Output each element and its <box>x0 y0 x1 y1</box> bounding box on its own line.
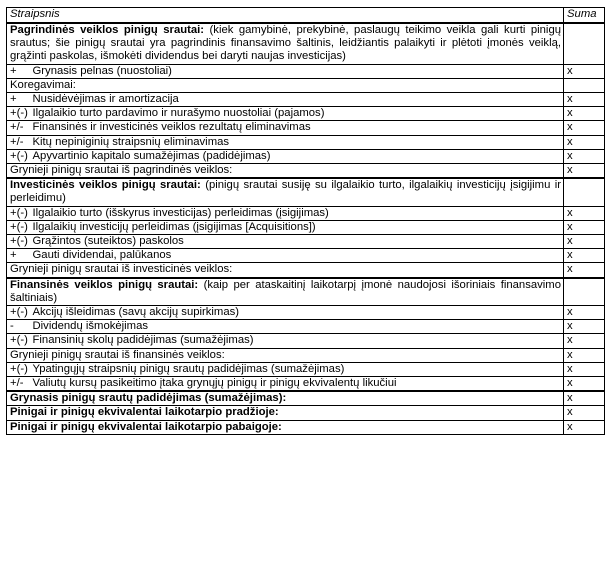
total-label: Grynieji pinigų srautai iš investicinės veiklos: <box>7 263 564 278</box>
section-header-operating <box>7 23 605 64</box>
section-description: (kiek gamybinė, prekybinė, paslaugų teikimo veikla gali kurti pinigų srautus; šie pinigų srautai yra pagrindinis finansavimo šaltinis, leidžiantis palaikyti ir plėtoti įmonės veiklą, grąžinti paskolas, išmokėti dividendus bei daryti naujas investicijas) <box>10 24 562 63</box>
row-sum: x <box>564 249 605 263</box>
summary-sum: x <box>564 420 605 434</box>
table-row <box>7 64 605 78</box>
section-description: (pinigų srautai susiję su ilgalaikio turto, ilgalaikių investicijų įsigijimu ir perleidimu) <box>10 179 562 205</box>
summary-label: Grynasis pinigų srautų padidėjimas (sumažėjimas): <box>7 391 564 406</box>
table-row <box>7 334 605 348</box>
table-row <box>7 377 605 392</box>
row-label: Valiutų kursų pasikeitimo įtaka grynųjų pinigų ir pinigų ekvivalentų likučiui <box>29 377 564 392</box>
row-label: Grynasis pelnas (nuostoliai) <box>29 64 564 78</box>
row-sum: x <box>564 93 605 107</box>
column-header-item: Straipsnis <box>7 8 564 24</box>
section-header-financing <box>7 278 605 306</box>
row-label: Nusidėvėjimas ir amortizacija <box>29 93 564 107</box>
cash-flow-table <box>6 7 605 435</box>
total-sum: x <box>564 348 605 362</box>
row-sum: x <box>564 334 605 348</box>
summary-label: Pinigai ir pinigų ekvivalentai laikotarpio pradžioje: <box>7 406 564 420</box>
table-row <box>7 235 605 249</box>
row-sign: +(-) <box>7 149 29 163</box>
row-sum: x <box>564 64 605 78</box>
row-label: Dividendų išmokėjimas <box>29 320 564 334</box>
section-title: Finansinės veiklos pinigų srautai: <box>10 278 199 291</box>
row-sum: x <box>564 220 605 234</box>
row-sign: +(-) <box>7 306 29 320</box>
total-sum: x <box>564 263 605 278</box>
table-header-row <box>7 8 605 24</box>
row-label: Finansinės ir investicinės veiklos rezultatų eliminavimas <box>29 121 564 135</box>
row-label: Gauti dividendai, palūkanos <box>29 249 564 263</box>
row-label: Ilgalaikių investicijų perleidimas (įsigijimas [Acquisitions]) <box>29 220 564 234</box>
table-row <box>7 107 605 121</box>
row-label: Ypatingųjų straipsnių pinigų srautų padidėjimas (sumažėjimas) <box>29 362 564 376</box>
row-sum: x <box>564 362 605 376</box>
row-sign: +(-) <box>7 220 29 234</box>
row-sum: x <box>564 377 605 392</box>
row-sum: x <box>564 206 605 220</box>
row-label: Grąžintos (suteiktos) paskolos <box>29 235 564 249</box>
summary-row <box>7 420 605 434</box>
row-sign: +(-) <box>7 235 29 249</box>
row-label: Kitų nepiniginių straipsnių eliminavimas <box>29 135 564 149</box>
table-row <box>7 149 605 163</box>
row-sign: + <box>7 93 29 107</box>
row-sum: x <box>564 235 605 249</box>
section-title: Investicinės veiklos pinigų srautai: <box>10 179 201 192</box>
section-total-row <box>7 348 605 362</box>
row-sign: +(-) <box>7 334 29 348</box>
table-row <box>7 121 605 135</box>
row-sum: x <box>564 320 605 334</box>
subheader-row <box>7 78 605 92</box>
summary-label: Pinigai ir pinigų ekvivalentai laikotarpio pabaigoje: <box>7 420 564 434</box>
section-header-investing <box>7 178 605 206</box>
row-sign: + <box>7 249 29 263</box>
row-sign: +/- <box>7 377 29 392</box>
total-sum: x <box>564 164 605 179</box>
row-sign: - <box>7 320 29 334</box>
section-total-row <box>7 263 605 278</box>
column-header-sum: Suma <box>564 8 605 24</box>
row-label: Ilgalaikio turto pardavimo ir nurašymo nuostoliai (pajamos) <box>29 107 564 121</box>
table-row <box>7 306 605 320</box>
table-row <box>7 362 605 376</box>
row-label: Apyvartinio kapitalo sumažėjimas (padidėjimas) <box>29 149 564 163</box>
row-sum: x <box>564 306 605 320</box>
row-sign: +(-) <box>7 206 29 220</box>
table-row <box>7 320 605 334</box>
section-title: Pagrindinės veiklos pinigų srautai: <box>10 24 205 36</box>
summary-sum: x <box>564 391 605 406</box>
section-total-row <box>7 164 605 179</box>
section-description: (kaip per ataskaitinį laikotarpį įmonė naudojosi išoriniais finansavimo šaltiniais) <box>10 278 561 304</box>
total-label: Grynieji pinigų srautai iš finansinės veiklos: <box>7 348 564 362</box>
row-sum: x <box>564 135 605 149</box>
row-sum: x <box>564 149 605 163</box>
row-sum: x <box>564 121 605 135</box>
table-row <box>7 249 605 263</box>
row-sign: + <box>7 64 29 78</box>
table-row <box>7 93 605 107</box>
row-label: Akcijų išleidimas (savų akcijų supirkimas) <box>29 306 564 320</box>
summary-row <box>7 406 605 420</box>
table-row <box>7 220 605 234</box>
table-row <box>7 206 605 220</box>
summary-row <box>7 391 605 406</box>
row-sum: x <box>564 107 605 121</box>
row-sign: +/- <box>7 121 29 135</box>
row-label: Ilgalaikio turto (išskyrus investicijas) perleidimas (įsigijimas) <box>29 206 564 220</box>
total-label: Grynieji pinigų srautai iš pagrindinės veiklos: <box>7 164 564 179</box>
row-sign: +(-) <box>7 362 29 376</box>
row-sign: +/- <box>7 135 29 149</box>
row-sign: +(-) <box>7 107 29 121</box>
summary-sum: x <box>564 406 605 420</box>
row-label: Finansinių skolų padidėjimas (sumažėjimas) <box>29 334 564 348</box>
subheader-label: Koregavimai: <box>7 78 564 92</box>
table-row <box>7 135 605 149</box>
